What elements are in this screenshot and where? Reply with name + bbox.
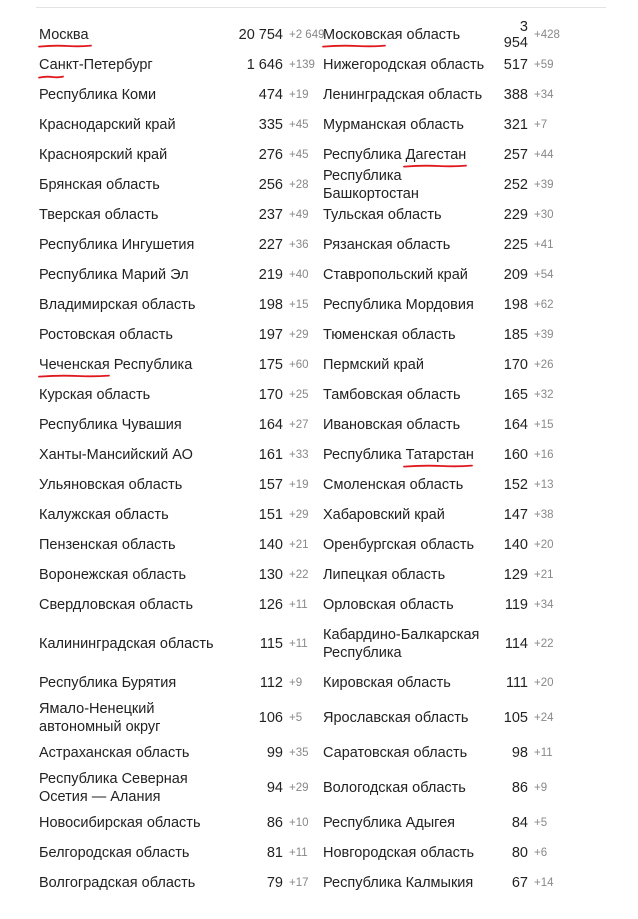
region-row [39, 290, 309, 320]
region-row [323, 500, 571, 530]
region-name: Санкт-Петербург [39, 57, 153, 73]
region-name: Пермский край [323, 357, 424, 373]
case-count: 115 [259, 636, 283, 652]
daily-increase: +139 [289, 59, 315, 71]
daily-increase: +20 [534, 539, 554, 551]
case-count: 79 [266, 875, 283, 891]
case-count: 256 [258, 177, 283, 193]
region-row [323, 50, 571, 80]
daily-increase: +14 [534, 877, 554, 889]
daily-increase: +29 [289, 509, 309, 521]
region-row [323, 320, 571, 350]
daily-increase: +5 [534, 817, 548, 829]
case-count: 517 [503, 57, 528, 73]
daily-increase: +36 [289, 239, 309, 251]
region-row [39, 560, 309, 590]
region-row [323, 350, 571, 380]
region-name: Республика Бурятия [39, 675, 177, 691]
daily-increase: +39 [534, 179, 554, 191]
region-row [323, 140, 571, 170]
daily-increase: +5 [289, 712, 303, 724]
region-row [39, 868, 309, 898]
region-name: Калининградская область [39, 636, 214, 652]
region-name: Москва [39, 27, 89, 43]
daily-increase: +28 [289, 179, 309, 191]
case-count: 1 646 [246, 57, 283, 73]
region-name: Тверская область [39, 207, 159, 223]
daily-increase: +11 [534, 747, 553, 759]
region-row [39, 738, 309, 768]
region-row [39, 500, 309, 530]
daily-increase: +19 [289, 479, 309, 491]
region-name: Ульяновская область [39, 477, 183, 493]
region-row [39, 380, 309, 410]
region-row [39, 768, 309, 808]
daily-increase: +44 [534, 149, 554, 161]
daily-increase: +54 [534, 269, 554, 281]
daily-increase: +7 [534, 119, 548, 131]
daily-increase: +39 [534, 329, 554, 341]
daily-increase: +11 [289, 638, 308, 650]
case-count: 219 [258, 267, 283, 283]
case-count: 388 [503, 87, 528, 103]
region-row [39, 50, 315, 80]
daily-increase: +59 [534, 59, 554, 71]
region-name: Республика Северная Осетия — Алания [39, 771, 188, 805]
region-name: Московская область [323, 27, 461, 43]
daily-increase: +33 [289, 449, 309, 461]
case-count: 276 [258, 147, 283, 163]
daily-increase: +22 [534, 638, 554, 650]
region-name: Калужская область [39, 507, 169, 523]
case-count: 175 [258, 357, 283, 373]
region-name: Республика Татарстан [323, 447, 474, 463]
region-name: Новосибирская область [39, 815, 201, 831]
daily-increase: +40 [289, 269, 309, 281]
region-name: Ивановская область [323, 417, 461, 433]
region-row [323, 230, 571, 260]
daily-increase: +16 [534, 449, 554, 461]
daily-increase: +41 [534, 239, 554, 251]
daily-increase: +10 [289, 817, 309, 829]
region-name: Кировская область [323, 675, 451, 691]
region-row [323, 80, 571, 110]
case-count: 160 [503, 447, 528, 463]
case-count: 119 [504, 597, 528, 613]
region-name: Республика Коми [39, 87, 157, 103]
region-row [323, 290, 571, 320]
region-name: Кабардино-Балкарская Республика [323, 627, 480, 661]
case-count: 185 [503, 327, 528, 343]
case-count: 129 [503, 567, 528, 583]
case-count: 106 [258, 710, 283, 726]
region-row [39, 260, 309, 290]
case-count: 3 954 [503, 19, 528, 51]
daily-increase: +38 [534, 509, 554, 521]
case-count: 147 [503, 507, 528, 523]
region-name: Чеченская Республика [39, 357, 193, 373]
region-name: Новгородская область [323, 845, 475, 861]
daily-increase: +32 [534, 389, 554, 401]
daily-increase: +29 [289, 329, 309, 341]
region-name: Тамбовская область [323, 387, 461, 403]
case-count: 140 [258, 537, 283, 553]
region-row [323, 470, 571, 500]
case-count: 81 [266, 845, 283, 861]
region-name: Оренбургская область [323, 537, 475, 553]
region-row [323, 20, 571, 50]
region-name: Липецкая область [323, 567, 446, 583]
daily-increase: +15 [289, 299, 309, 311]
region-row [39, 140, 309, 170]
region-name: Белгородская область [39, 845, 190, 861]
daily-increase: +9 [289, 677, 303, 689]
daily-increase: +62 [534, 299, 554, 311]
case-count: 86 [511, 780, 528, 796]
region-name: Вологодская область [323, 780, 466, 796]
region-row [39, 530, 309, 560]
case-count: 67 [511, 875, 528, 891]
daily-increase: +27 [289, 419, 309, 431]
daily-increase: +60 [289, 359, 309, 371]
case-count: 140 [503, 537, 528, 553]
region-name: Республика Башкортостан [323, 168, 419, 202]
region-name: Республика Ингушетия [39, 237, 195, 253]
case-count: 99 [266, 745, 283, 761]
daily-increase: +26 [534, 359, 554, 371]
case-count: 112 [259, 675, 283, 691]
region-name: Краснодарский край [39, 117, 176, 133]
region-name: Тульская область [323, 207, 442, 223]
case-count: 105 [503, 710, 528, 726]
case-count: 229 [503, 207, 528, 223]
case-count: 161 [258, 447, 283, 463]
region-name: Хабаровский край [323, 507, 445, 523]
regions-column-left [39, 20, 325, 898]
region-name: Республика Чувашия [39, 417, 182, 433]
region-name: Орловская область [323, 597, 454, 613]
daily-increase: +35 [289, 747, 309, 759]
region-row [323, 668, 571, 698]
case-count: 152 [503, 477, 528, 493]
case-count: 126 [258, 597, 283, 613]
daily-increase: +34 [534, 599, 554, 611]
case-count: 164 [503, 417, 528, 433]
region-name: Астраханская область [39, 745, 190, 761]
case-count: 227 [258, 237, 283, 253]
region-row [323, 698, 571, 738]
case-count: 151 [258, 507, 283, 523]
region-name: Воронежская область [39, 567, 187, 583]
region-row [323, 838, 571, 868]
region-row [323, 260, 571, 290]
daily-increase: +6 [534, 847, 548, 859]
case-count: 197 [258, 327, 283, 343]
daily-increase: +24 [534, 712, 554, 724]
daily-increase: +45 [289, 149, 309, 161]
case-count: 252 [503, 177, 528, 193]
region-row [39, 410, 309, 440]
region-row [39, 590, 308, 620]
region-name: Владимирская область [39, 297, 196, 313]
region-name: Ярославская область [323, 710, 469, 726]
region-row [39, 668, 303, 698]
region-row [323, 620, 571, 668]
region-row [323, 410, 571, 440]
region-row [323, 170, 571, 200]
daily-increase: +34 [534, 89, 554, 101]
region-name: Мурманская область [323, 117, 464, 133]
region-row [323, 738, 571, 768]
case-count: 20 754 [238, 27, 283, 43]
daily-increase: +13 [534, 479, 554, 491]
region-name: Тюменская область [323, 327, 456, 343]
case-count: 209 [503, 267, 528, 283]
daily-increase: +11 [289, 847, 308, 859]
region-name: Нижегородская область [323, 57, 485, 73]
region-name: Ямало-Ненецкий автономный округ [39, 701, 161, 735]
case-count: 157 [258, 477, 283, 493]
case-count: 474 [258, 87, 283, 103]
case-count: 165 [503, 387, 528, 403]
region-name: Смоленская область [323, 477, 464, 493]
region-row [39, 698, 303, 738]
region-row [323, 868, 571, 898]
case-count: 111 [505, 675, 528, 691]
top-divider [36, 7, 606, 8]
daily-increase: +29 [289, 782, 309, 794]
region-row [323, 380, 571, 410]
daily-increase: +428 [534, 29, 560, 41]
case-count: 237 [258, 207, 283, 223]
region-name: Республика Мордовия [323, 297, 474, 313]
daily-increase: +19 [289, 89, 309, 101]
case-count: 257 [503, 147, 528, 163]
region-row [39, 838, 308, 868]
region-name: Ханты-Мансийский АО [39, 447, 193, 463]
case-count: 94 [266, 780, 283, 796]
case-count: 170 [503, 357, 528, 373]
region-row [323, 440, 571, 470]
daily-increase: +2 649 [289, 29, 325, 41]
region-name: Свердловская область [39, 597, 194, 613]
case-count: 114 [504, 636, 528, 652]
region-row [39, 440, 309, 470]
region-row [39, 320, 309, 350]
case-count: 80 [511, 845, 528, 861]
case-count: 321 [503, 117, 528, 133]
daily-increase: +22 [289, 569, 309, 581]
region-row [39, 20, 325, 50]
region-row [323, 768, 571, 808]
region-row [39, 620, 308, 668]
region-name: Пензенская область [39, 537, 176, 553]
region-name: Курская область [39, 387, 151, 403]
region-name: Ставропольский край [323, 267, 468, 283]
region-row [39, 170, 309, 200]
region-row [39, 80, 309, 110]
daily-increase: +9 [534, 782, 548, 794]
case-count: 86 [266, 815, 283, 831]
daily-increase: +21 [534, 569, 554, 581]
region-name: Республика Калмыкия [323, 875, 474, 891]
region-row [39, 230, 309, 260]
region-row [323, 560, 571, 590]
region-row [39, 110, 309, 140]
region-row [323, 808, 571, 838]
region-name: Волгоградская область [39, 875, 196, 891]
daily-increase: +17 [289, 877, 309, 889]
case-count: 170 [258, 387, 283, 403]
region-row [323, 590, 571, 620]
daily-increase: +20 [534, 677, 554, 689]
region-name: Саратовская область [323, 745, 468, 761]
daily-increase: +25 [289, 389, 309, 401]
region-name: Ростовская область [39, 327, 173, 343]
regions-column-right [323, 20, 571, 898]
region-name: Брянская область [39, 177, 160, 193]
region-row [39, 808, 309, 838]
region-row [323, 110, 571, 140]
daily-increase: +30 [534, 209, 554, 221]
region-row [323, 530, 571, 560]
region-name: Республика Дагестан [323, 147, 467, 163]
case-count: 198 [503, 297, 528, 313]
region-row [39, 470, 309, 500]
case-count: 130 [258, 567, 283, 583]
region-row [39, 200, 309, 230]
daily-increase: +15 [534, 419, 554, 431]
case-count: 84 [511, 815, 528, 831]
region-name: Ленинградская область [323, 87, 483, 103]
region-name: Красноярский край [39, 147, 168, 163]
region-name: Республика Адыгея [323, 815, 456, 831]
case-count: 335 [258, 117, 283, 133]
daily-increase: +21 [289, 539, 309, 551]
region-row [39, 350, 309, 380]
region-row [323, 200, 571, 230]
case-count: 164 [258, 417, 283, 433]
case-count: 198 [258, 297, 283, 313]
daily-increase: +49 [289, 209, 309, 221]
region-name: Рязанская область [323, 237, 451, 253]
case-count: 98 [511, 745, 528, 761]
daily-increase: +11 [289, 599, 308, 611]
case-count: 225 [503, 237, 528, 253]
daily-increase: +45 [289, 119, 309, 131]
region-name: Республика Марий Эл [39, 267, 189, 283]
